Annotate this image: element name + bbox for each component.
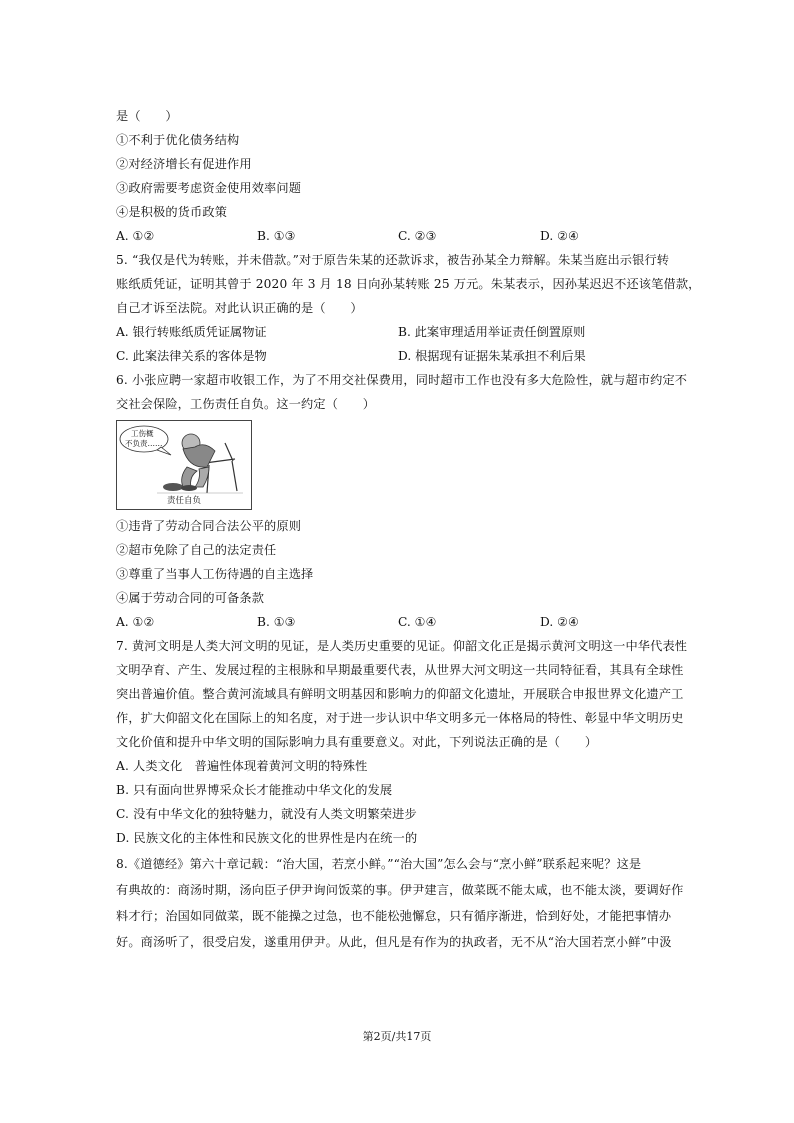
- q4-item-3: ③政府需要考虑资金使用效率问题: [116, 181, 302, 195]
- q5-line-3: 自己才诉至法院。对此认识正确的是（ ）: [116, 301, 363, 315]
- q7-line-3: 突出普遍价值。整合黄河流域具有鲜明文明基因和影响力的仰韶文化遗址，开展联合申报世界文化遗产工: [116, 687, 684, 701]
- q5-option-a: A. 银行转账纸质凭证属物证: [116, 325, 267, 339]
- q6-cartoon: [116, 420, 252, 510]
- q7-option-a: A. 人类文化 普遍性体现着黄河文明的特殊性: [116, 759, 368, 773]
- q8-line-3: 料才行；治国如同做菜，既不能操之过急，也不能松弛懈怠，只有循序渐进，恰到好处，才能把事情办: [116, 909, 672, 923]
- q7-line-2: 文明孕育、产生、发展过程的主根脉和早期最重要代表，从世界大河文明这一共同特征看，其具有全球性: [116, 663, 684, 677]
- cartoon-caption: 责任自负: [166, 496, 201, 506]
- q6-line-1: 6. 小张应聘一家超市收银工作，为了不用交社保费用，同时超市工作也没有多大危险性，就与超市约定不: [116, 373, 688, 387]
- bubble-text-2: 不负责……: [125, 439, 163, 448]
- q7-option-d: D. 民族文化的主体性和民族文化的世界性是内在统一的: [116, 831, 418, 845]
- q5-option-b: B. 此案审理适用举证责任倒置原则: [398, 325, 586, 339]
- q6-option-a: A. ①②: [116, 615, 155, 629]
- q7-line-4: 作，扩大仰韶文化在国际上的知名度，对于进一步认识中华文明多元一体格局的特性、彰显中华文明历史: [116, 711, 684, 725]
- q7-line-5: 文化价值和提升中华文明的国际影响力具有重要意义。对此，下列说法正确的是（ ）: [116, 735, 598, 749]
- q7-option-b: B. 只有面向世界博采众长才能推动中华文化的发展: [116, 783, 393, 797]
- q4-stem-end: 是（ ）: [116, 109, 178, 123]
- q4-option-d: D. ②④: [540, 229, 579, 243]
- q5-option-d: D. 根据现有证据朱某承担不利后果: [398, 349, 586, 363]
- q5-line-2: 账纸质凭证，证明其曾于 2020 年 3 月 18 日向孙某转账 25 万元。朱某表示，因孙某迟迟不还该笔借款，: [116, 277, 701, 291]
- q8-line-2: 有典故的：商汤时期，汤向臣子伊尹询问饭菜的事。伊尹建言，做菜既不能太咸，也不能太淡，要调好作: [116, 883, 684, 897]
- q6-item-4: ④属于劳动合同的可备条款: [116, 591, 265, 605]
- q7-line-1: 7. 黄河文明是人类大河文明的见证，是人类历史重要的见证。仰韶文化正是揭示黄河文明这一中华代表性: [116, 639, 688, 653]
- q6-item-3: ③尊重了当事人工伤待遇的自主选择: [116, 567, 314, 581]
- q8-line-1: 8.《道德经》第六十章记载：“治大国，若烹小鲜。”“治大国”怎么会与“烹小鲜”联系起来呢？这是: [116, 857, 642, 871]
- q4-option-a: A. ①②: [116, 229, 155, 243]
- q6-option-c: C. ①④: [398, 615, 437, 629]
- q5-option-c: C. 此案法律关系的客体是物: [116, 349, 267, 363]
- q6-item-2: ②超市免除了自己的法定责任: [116, 543, 277, 557]
- q7-option-c: C. 没有中华文化的独特魅力，就没有人类文明繁荣进步: [116, 807, 417, 821]
- q6-option-b: B. ①③: [257, 615, 296, 629]
- q6-item-1: ①违背了劳动合同合法公平的原则: [116, 519, 302, 533]
- q5-line-1: 5. “我仅是代为转账，并未借款。”对于原告朱某的还款诉求，被告孙某全力辩解。朱某当庭出示银行转: [116, 253, 670, 267]
- q4-option-c: C. ②③: [398, 229, 437, 243]
- q8-line-4: 好。商汤听了，很受启发，遂重用伊尹。从此，但凡是有作为的执政者，无不从“治大国若烹小鲜”中汲: [116, 935, 672, 949]
- q6-option-d: D. ②④: [540, 615, 579, 629]
- page-footer: 第2页/共17页: [362, 1030, 432, 1043]
- q4-item-1: ①不利于优化债务结构: [116, 133, 240, 147]
- q4-option-b: B. ①③: [257, 229, 296, 243]
- bubble-text-1: 工伤概: [131, 429, 154, 438]
- q6-line-2: 交社会保险，工伤责任自负。这一约定（ ）: [116, 397, 376, 411]
- q4-item-2: ②对经济增长有促进作用: [116, 157, 252, 171]
- q4-item-4: ④是积极的货币政策: [116, 205, 228, 219]
